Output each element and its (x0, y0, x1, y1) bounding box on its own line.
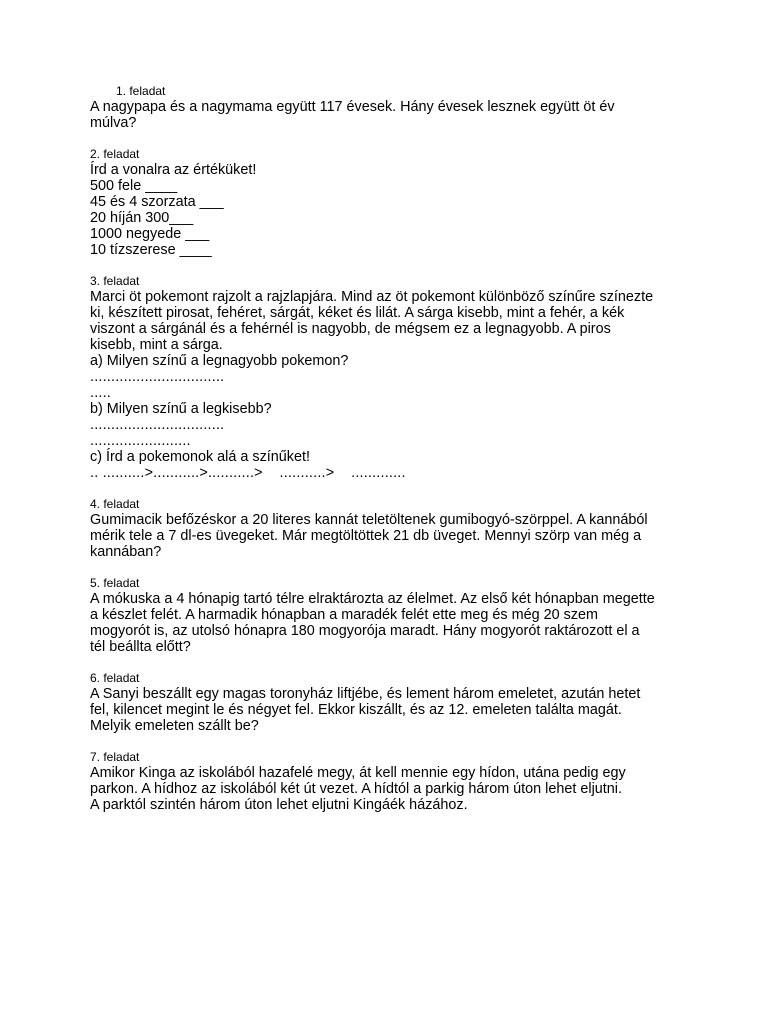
task-heading: 6. feladat (90, 671, 140, 685)
answer-dots: ................................ (90, 369, 225, 385)
task-heading: 5. feladat (90, 576, 140, 590)
task-text-line: 45 és 4 szorzata ___ (90, 194, 224, 210)
worksheet (90, 84, 690, 829)
task-text-line: Írd a vonalra az értéküket! (90, 162, 257, 178)
task-text-line: fel, kilencet megint le és négyet fel. Ekkor kiszállt, és az 12. emeleten találta magát. (90, 702, 622, 718)
task-text-line: a készlet felét. A harmadik hónapban a maradék felét ette meg és még 20 szem (90, 607, 598, 623)
question-line: b) Milyen színű a legkisebb? (90, 401, 272, 417)
question-line: a) Milyen színű a legnagyobb pokemon? (90, 353, 349, 369)
task-3 (90, 274, 690, 481)
task-heading: 4. feladat (90, 497, 140, 511)
task-2 (90, 147, 690, 258)
task-heading: 2. feladat (90, 147, 140, 161)
task-text-line: 1000 negyede ___ (90, 226, 210, 242)
task-text-line: tél beállta előtt? (90, 639, 191, 655)
task-6 (90, 671, 690, 734)
task-text-line: múlva? (90, 115, 137, 131)
task-text-line: 20 híján 300___ (90, 210, 194, 226)
task-text-line: mogyorót is, az utolsó hónapra 180 mogyorója maradt. Hány mogyorót raktározott el a (90, 623, 640, 639)
task-heading: 1. feladat (116, 84, 166, 98)
answer-dots: ..... (90, 385, 111, 401)
task-text-line: parkon. A hídhoz az iskolából két út vezet. A hídtól a parkig három úton lehet eljutni. (90, 781, 622, 797)
task-text-line: mérik tele a 7 dl-es üvegeket. Már megtöltöttek 21 db üveget. Mennyi szörp van még a (90, 528, 642, 544)
task-5 (90, 576, 690, 655)
task-text-line: Melyik emeleten szállt be? (90, 718, 259, 734)
task-text-line: kannában? (90, 544, 162, 560)
task-text-line: 10 tízszerese ____ (90, 242, 212, 258)
answer-dots: ................................ (90, 417, 225, 433)
task-text-line: Amikor Kinga az iskolából hazafelé megy, át kell mennie egy hídon, utána pedig egy (90, 765, 626, 781)
task-text-line: 500 fele ____ (90, 178, 178, 194)
task-heading: 7. feladat (90, 750, 140, 764)
task-text-line: Gumimacik befőzéskor a 20 literes kannát teletöltenek gumibogyó-szörppel. A kannából (90, 512, 648, 528)
task-text-line: kisebb, mint a sárga. (90, 337, 223, 353)
task-4 (90, 497, 690, 560)
task-text-line: ki, készített pirosat, fehéret, sárgát, kéket és lilát. A sárga kisebb, mint a fehér, a kék (90, 305, 625, 321)
task-text-line: Marci öt pokemont rajzolt a rajzlapjára. Mind az öt pokemont különböző színűre színezte (90, 289, 654, 305)
task-text-line: A nagypapa és a nagymama együtt 117 évesek. Hány évesek lesznek együtt öt év (90, 99, 615, 115)
task-text-line: A Sanyi beszállt egy magas toronyház liftjébe, és lement három emeletet, azután hetet (90, 686, 641, 702)
answer-dots: .. ..........>...........>...........> ...........> ............. (90, 465, 406, 481)
task-heading: 3. feladat (90, 274, 140, 288)
answer-dots: ........................ (90, 433, 191, 449)
task-1 (90, 84, 690, 131)
task-text-line: viszont a sárgánál és a fehérnél is nagyobb, de mégsem ez a legnagyobb. A piros (90, 321, 611, 337)
task-text-line: A parktól szintén három úton lehet eljutni Kingáék házához. (90, 797, 468, 813)
task-text-line: A mókuska a 4 hónapig tartó télre elraktározta az élelmet. Az első két hónapban megette (90, 591, 655, 607)
question-line: c) Írd a pokemonok alá a színűket! (90, 449, 310, 465)
task-7 (90, 750, 690, 813)
